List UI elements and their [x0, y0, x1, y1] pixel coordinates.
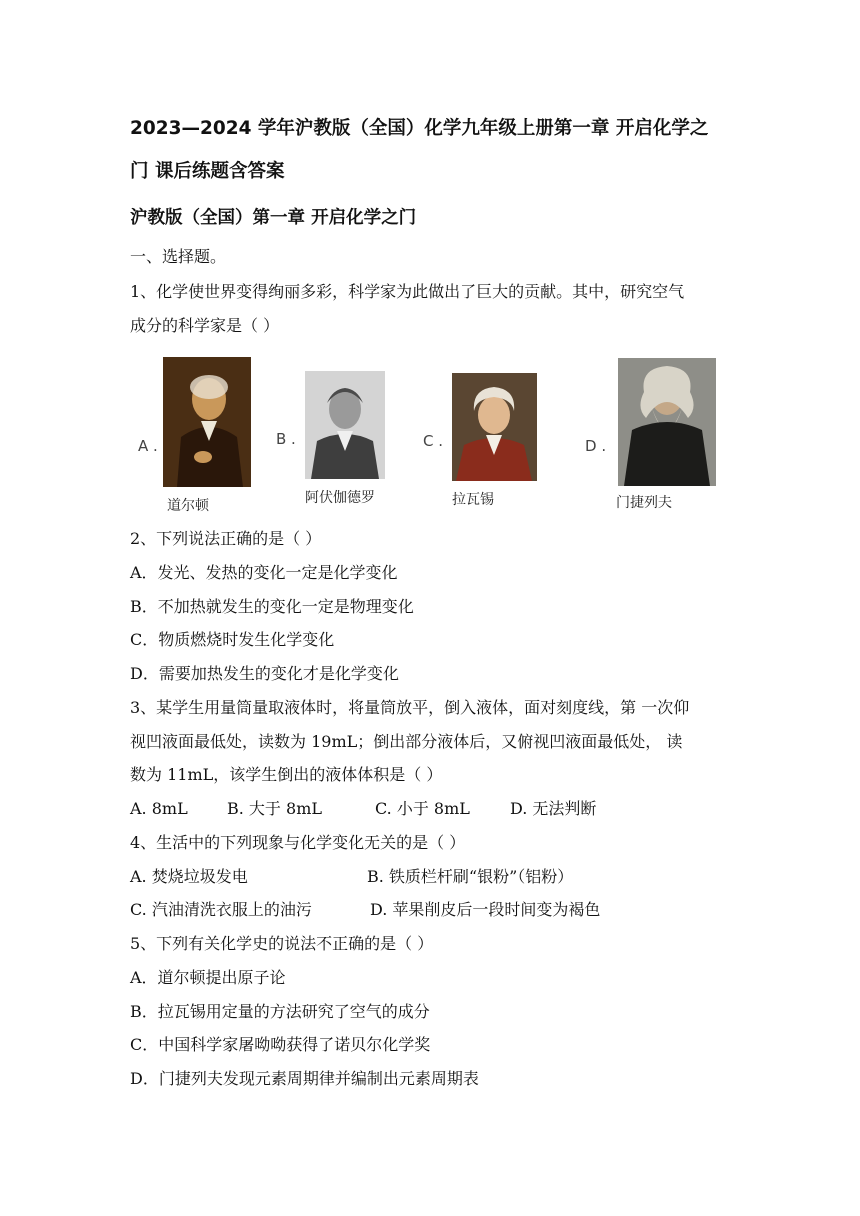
document-title-line-2: 门 课后练题含答案: [130, 161, 285, 182]
q4-options-row-1: [130, 867, 730, 887]
q3-option-b: B. 大于 8mL: [227, 799, 322, 818]
q3-option-d: D. 无法判断: [510, 799, 597, 818]
q2-option-b: B．不加热就发生的变化一定是物理变化: [130, 597, 414, 616]
q2-option-c: C．物质燃烧时发生化学变化: [130, 630, 335, 649]
q3-stem-line-2: 视凹液面最低处，读数为 19mL；倒出部分液体后，又俯视凹液面最低处， 读: [130, 732, 683, 751]
q2-option-a: A．发光、发热的变化一定是化学变化: [130, 563, 398, 582]
chapter-title: 沪教版（全国）第一章 开启化学之门: [130, 208, 417, 228]
scientist-portraits-figure: [130, 352, 730, 522]
q5-stem: 5、下列有关化学史的说法不正确的是（ ）: [130, 934, 434, 953]
figure-option-a-letter: A .: [138, 437, 158, 455]
q4-options-row-2: [130, 900, 730, 920]
q5-option-d: D．门捷列夫发现元素周期律并编制出元素周期表: [130, 1069, 479, 1088]
q4-option-a: A. 焚烧垃圾发电: [130, 867, 248, 886]
q5-option-a: A．道尔顿提出原子论: [130, 968, 286, 987]
figure-option-d-letter: D .: [585, 437, 607, 455]
q5-option-c: C．中国科学家屠呦呦获得了诺贝尔化学奖: [130, 1035, 431, 1054]
lavoisier-portrait: [452, 373, 537, 481]
figure-option-c-name: 拉瓦锡: [452, 492, 494, 508]
avogadro-portrait: [305, 371, 385, 479]
document-title-line-1: 2023—2024 学年沪教版（全国）化学九年级上册第一章 开启化学之: [130, 118, 709, 139]
figure-option-c-letter: C .: [423, 432, 444, 450]
q5-option-b: B．拉瓦锡用定量的方法研究了空气的成分: [130, 1002, 430, 1021]
q3-option-a: A. 8mL: [130, 799, 188, 818]
figure-option-b-name: 阿伏伽德罗: [305, 490, 375, 506]
q3-option-c: C. 小于 8mL: [375, 799, 470, 818]
q2-stem: 2、下列说法正确的是（ ）: [130, 529, 322, 548]
q2-option-d: D．需要加热发生的变化才是化学变化: [130, 664, 399, 683]
dalton-portrait: [163, 357, 251, 487]
figure-option-a-name: 道尔顿: [167, 498, 209, 514]
figure-option-b-letter: B .: [276, 430, 296, 448]
q4-stem: 4、生活中的下列现象与化学变化无关的是（ ）: [130, 833, 466, 852]
q4-option-c: C. 汽油清洗衣服上的油污: [130, 900, 312, 919]
q4-option-b: B. 铁质栏杆刷“银粉”（铝粉）: [367, 867, 574, 886]
q4-option-d: D. 苹果削皮后一段时间变为褐色: [370, 900, 601, 919]
q1-stem-line-2: 成分的科学家是（ ）: [130, 316, 280, 335]
figure-option-d-name: 门捷列夫: [616, 495, 672, 511]
q3-stem-line-3: 数为 11mL，该学生倒出的液体体积是（ ）: [130, 765, 443, 784]
q3-options-row: [130, 799, 730, 819]
mendeleev-portrait: [618, 358, 716, 486]
q3-stem-line-1: 3、某学生用量筒量取液体时，将量筒放平，倒入液体，面对刻度线，第 一次仰: [130, 698, 690, 717]
q1-stem-line-1: 1、化学使世界变得绚丽多彩，科学家为此做出了巨大的贡献。其中，研究空气: [130, 282, 685, 301]
section-heading: 一、选择题。: [130, 247, 227, 266]
